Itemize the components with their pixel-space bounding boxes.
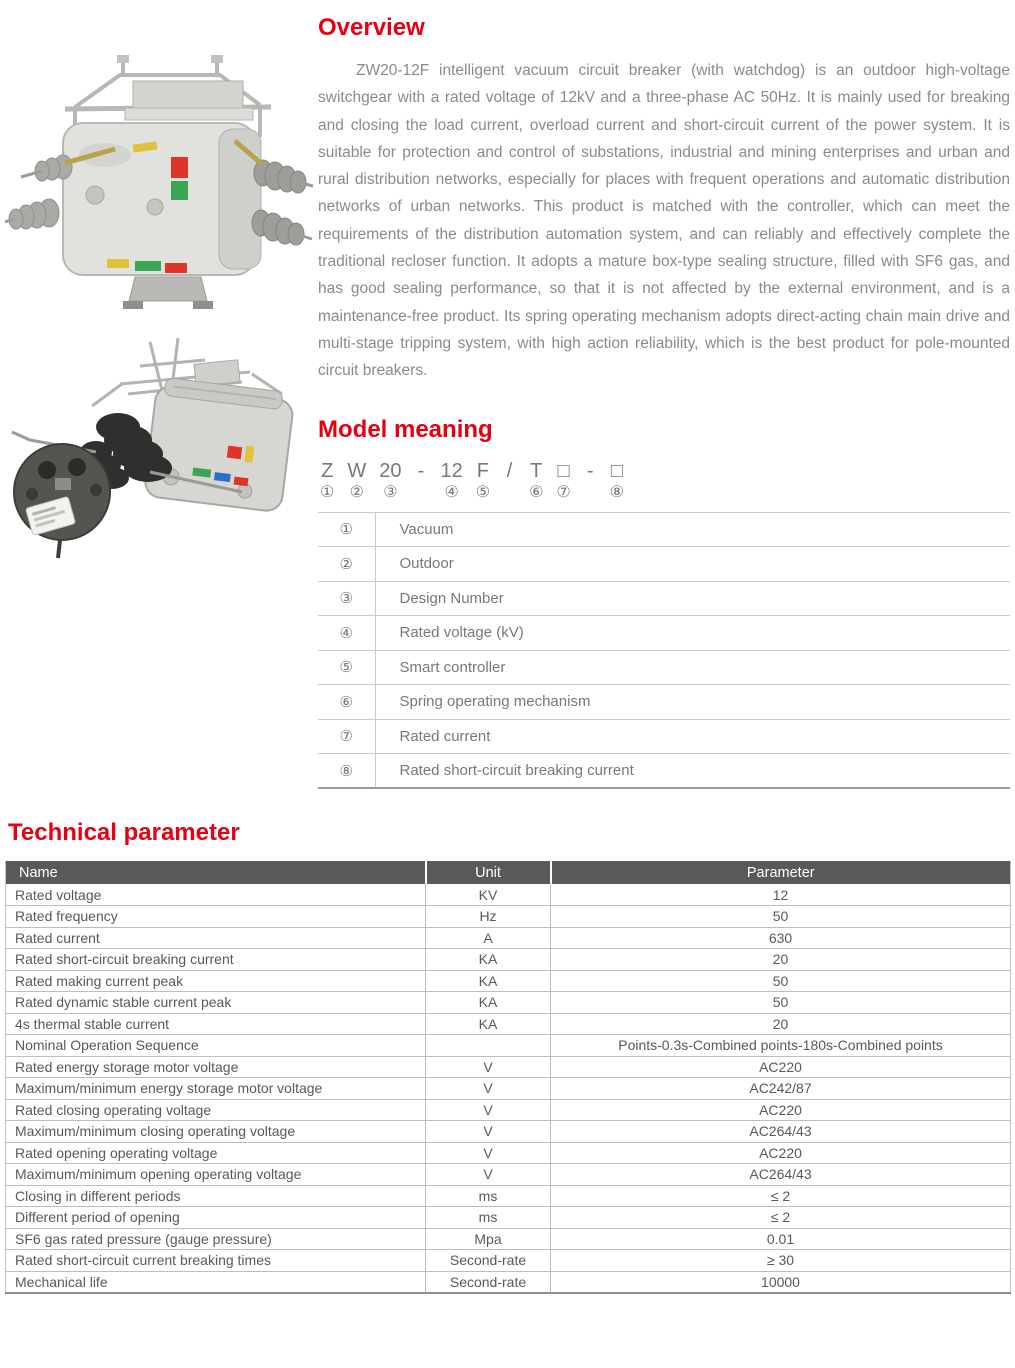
tech-cell-name: Maximum/minimum energy storage motor voltage: [6, 1078, 426, 1100]
tech-cell-param: 50: [551, 992, 1011, 1014]
model-code-char: □: [557, 459, 570, 482]
model-meaning-row-number: ⑧: [318, 754, 375, 789]
model-code-char: 12: [440, 459, 463, 482]
tech-cell-param: ≤ 2: [551, 1207, 1011, 1229]
tech-table-row: [6, 1164, 1011, 1186]
tech-cell-unit: V: [426, 1056, 551, 1078]
tech-table-row: [6, 927, 1011, 949]
model-code-token: [320, 460, 334, 502]
tech-table-row: [6, 1013, 1011, 1035]
tech-cell-param: 50: [551, 970, 1011, 992]
tech-cell-unit: A: [426, 927, 551, 949]
model-code-char: -: [586, 459, 594, 482]
model-code-number: ①: [320, 483, 335, 501]
model-code-char: □: [610, 459, 623, 482]
model-code-char: Z: [321, 459, 334, 482]
tech-cell-unit: [426, 1035, 551, 1057]
tech-cell-name: Rated short-circuit breaking current: [6, 949, 426, 971]
model-code-number: ⑦: [556, 483, 571, 501]
tech-cell-unit: KA: [426, 1013, 551, 1035]
model-code-token: [529, 460, 543, 502]
model-code-char: 20: [379, 459, 402, 482]
tech-cell-param: AC220: [551, 1099, 1011, 1121]
tech-column-header: Unit: [426, 861, 551, 884]
tech-cell-name: Rated short-circuit current breaking times: [6, 1250, 426, 1272]
model-code-number: ②: [349, 483, 364, 501]
tech-table-row: [6, 1056, 1011, 1078]
product-photo-1: [5, 45, 315, 330]
model-meaning-row-label: Spring operating mechanism: [375, 685, 1010, 720]
model-code-char: T: [530, 459, 543, 482]
tech-cell-param: AC264/43: [551, 1121, 1011, 1143]
tech-cell-name: Rated current: [6, 927, 426, 949]
tech-cell-unit: KA: [426, 992, 551, 1014]
tech-cell-name: Rated energy storage motor voltage: [6, 1056, 426, 1078]
model-code-char: W: [347, 459, 367, 482]
model-meaning-row-number: ③: [318, 581, 375, 616]
tech-cell-param: AC242/87: [551, 1078, 1011, 1100]
tech-table-row: [6, 949, 1011, 971]
model-meaning-table: [318, 512, 1010, 790]
tech-cell-name: Nominal Operation Sequence: [6, 1035, 426, 1057]
tech-cell-param: AC264/43: [551, 1164, 1011, 1186]
tech-cell-param: AC220: [551, 1142, 1011, 1164]
model-meaning-row: [318, 547, 1010, 582]
tech-table-body: [6, 884, 1011, 1293]
tech-table-row: [6, 1099, 1011, 1121]
model-meaning-row: [318, 581, 1010, 616]
model-code-number: ⑧: [609, 483, 625, 501]
model-meaning-row-label: Rated short-circuit breaking current: [375, 754, 1010, 789]
tech-table-head-row: [6, 861, 1011, 884]
tech-table-row: [6, 1035, 1011, 1057]
model-meaning-row: [318, 616, 1010, 651]
model-code-token: [476, 460, 490, 502]
tech-cell-name: Rated closing operating voltage: [6, 1099, 426, 1121]
model-code-number: ⑤: [475, 483, 491, 501]
tech-cell-unit: Mpa: [426, 1228, 551, 1250]
model-meaning-row-label: Vacuum: [375, 512, 1010, 547]
model-code-token: [610, 460, 624, 502]
model-code-token: [440, 460, 462, 502]
model-code-char: F: [476, 459, 490, 482]
model-code-char: /: [506, 459, 513, 482]
model-code-token: [556, 460, 570, 502]
overview-title: Overview: [318, 14, 425, 41]
technical-parameter-title: Technical parameter: [8, 819, 240, 847]
model-code: [320, 460, 1010, 502]
tech-cell-unit: V: [426, 1164, 551, 1186]
tech-cell-unit: V: [426, 1121, 551, 1143]
tech-column-header: Parameter: [551, 861, 1011, 884]
tech-cell-unit: V: [426, 1078, 551, 1100]
tech-table-row: [6, 884, 1011, 906]
tech-table-row: [6, 906, 1011, 928]
tech-cell-unit: Hz: [426, 906, 551, 928]
model-meaning-row-label: Rated current: [375, 719, 1010, 754]
tech-cell-param: Points-0.3s-Combined points-180s-Combined points: [551, 1035, 1011, 1057]
model-code-token: [503, 460, 516, 502]
tech-cell-name: Maximum/minimum opening operating voltage: [6, 1164, 426, 1186]
tech-table-row: [6, 1078, 1011, 1100]
model-meaning-row: [318, 650, 1010, 685]
model-code-token: [414, 460, 427, 502]
model-meaning-row-number: ①: [318, 512, 375, 547]
tech-cell-param: 20: [551, 1013, 1011, 1035]
tech-cell-param: 10000: [551, 1271, 1011, 1293]
tech-table-row: [6, 1121, 1011, 1143]
tech-cell-param: AC220: [551, 1056, 1011, 1078]
model-meaning-row-label: Rated voltage (kV): [375, 616, 1010, 651]
product-images-column: [0, 0, 318, 789]
model-code-token: [584, 460, 597, 502]
tech-cell-unit: V: [426, 1099, 551, 1121]
tech-table-row: [6, 1185, 1011, 1207]
model-meaning-row-number: ⑦: [318, 719, 375, 754]
tech-cell-name: Rated opening operating voltage: [6, 1142, 426, 1164]
model-code-number: ④: [444, 483, 459, 501]
tech-cell-name: Maximum/minimum closing operating voltage: [6, 1121, 426, 1143]
tech-table-row: [6, 1207, 1011, 1229]
tech-cell-unit: Second-rate: [426, 1250, 551, 1272]
model-meaning-row-number: ②: [318, 547, 375, 582]
tech-table-row: [6, 1142, 1011, 1164]
tech-cell-name: Rated dynamic stable current peak: [6, 992, 426, 1014]
tech-cell-unit: ms: [426, 1207, 551, 1229]
model-meaning-row: [318, 685, 1010, 720]
model-code-token: [379, 460, 401, 502]
tech-column-header: Name: [6, 861, 426, 884]
model-code-number: ③: [383, 483, 398, 501]
tech-cell-name: Closing in different periods: [6, 1185, 426, 1207]
model-meaning-title: Model meaning: [318, 415, 493, 443]
tech-table-row: [6, 1271, 1011, 1293]
tech-cell-name: Different period of opening: [6, 1207, 426, 1229]
tech-cell-name: SF6 gas rated pressure (gauge pressure): [6, 1228, 426, 1250]
model-meaning-row-number: ⑥: [318, 685, 375, 720]
tech-cell-param: ≤ 2: [551, 1185, 1011, 1207]
model-meaning-table-body: [318, 512, 1010, 788]
tech-cell-name: Rated making current peak: [6, 970, 426, 992]
tech-cell-name: Rated voltage: [6, 884, 426, 906]
tech-cell-param: 20: [551, 949, 1011, 971]
tech-cell-unit: KV: [426, 884, 551, 906]
tech-cell-name: 4s thermal stable current: [6, 1013, 426, 1035]
tech-cell-param: 0.01: [551, 1228, 1011, 1250]
model-code-token: [347, 460, 366, 502]
model-meaning-row-label: Design Number: [375, 581, 1010, 616]
technical-parameter-table: [5, 861, 1011, 1294]
product-photo-2: [0, 332, 318, 567]
model-meaning-row: [318, 754, 1010, 789]
model-meaning-row-label: Smart controller: [375, 650, 1010, 685]
text-column: [318, 0, 1015, 789]
tech-cell-name: Mechanical life: [6, 1271, 426, 1293]
model-meaning-row: [318, 719, 1010, 754]
tech-table-row: [6, 1228, 1011, 1250]
model-meaning-row-number: ④: [318, 616, 375, 651]
model-meaning-row-label: Outdoor: [375, 547, 1010, 582]
tech-cell-param: 630: [551, 927, 1011, 949]
tech-cell-unit: KA: [426, 970, 551, 992]
tech-cell-unit: ms: [426, 1185, 551, 1207]
model-code-number: ⑥: [529, 483, 544, 501]
tech-cell-name: Rated frequency: [6, 906, 426, 928]
tech-cell-unit: V: [426, 1142, 551, 1164]
tech-cell-param: 50: [551, 906, 1011, 928]
tech-cell-param: 12: [551, 884, 1011, 906]
tech-table-row: [6, 992, 1011, 1014]
tech-table-row: [6, 1250, 1011, 1272]
model-meaning-row-number: ⑤: [318, 650, 375, 685]
model-meaning-row: [318, 512, 1010, 547]
overview-paragraph: ZW20-12F intelligent vacuum circuit breaker (with watchdog) is an outdoor high-voltage switchgear with a rated voltage of 12kV and a three-phase AC 50Hz. It is mainly used for breaking and closing the load current, overload current and short-circuit current of the power system. It is suitable for protection and control of substations, industrial and mining enterprises and urban and rural distribution networks, especially for places with frequent operations and automatic distribution networks of urban networks. This product is matched with the controller, which can meet the requirements of the distribution automation system, and can reliably and effectively complete the traditional recloser function. It adopts a mature box-type sealing structure, filled with SF6 gas, and has good sealing performance, so that it is not affected by the external environment, and is a maintenance-free product. Its spring operating mechanism adopts direct-acting chain main drive and multi-stage tripping system, with high action reliability, which is the best product for pole-mounted circuit breakers.: [318, 62, 1010, 380]
tech-cell-unit: Second-rate: [426, 1271, 551, 1293]
model-code-char: -: [417, 459, 425, 482]
tech-table-row: [6, 970, 1011, 992]
tech-cell-unit: KA: [426, 949, 551, 971]
tech-cell-param: ≥ 30: [551, 1250, 1011, 1272]
